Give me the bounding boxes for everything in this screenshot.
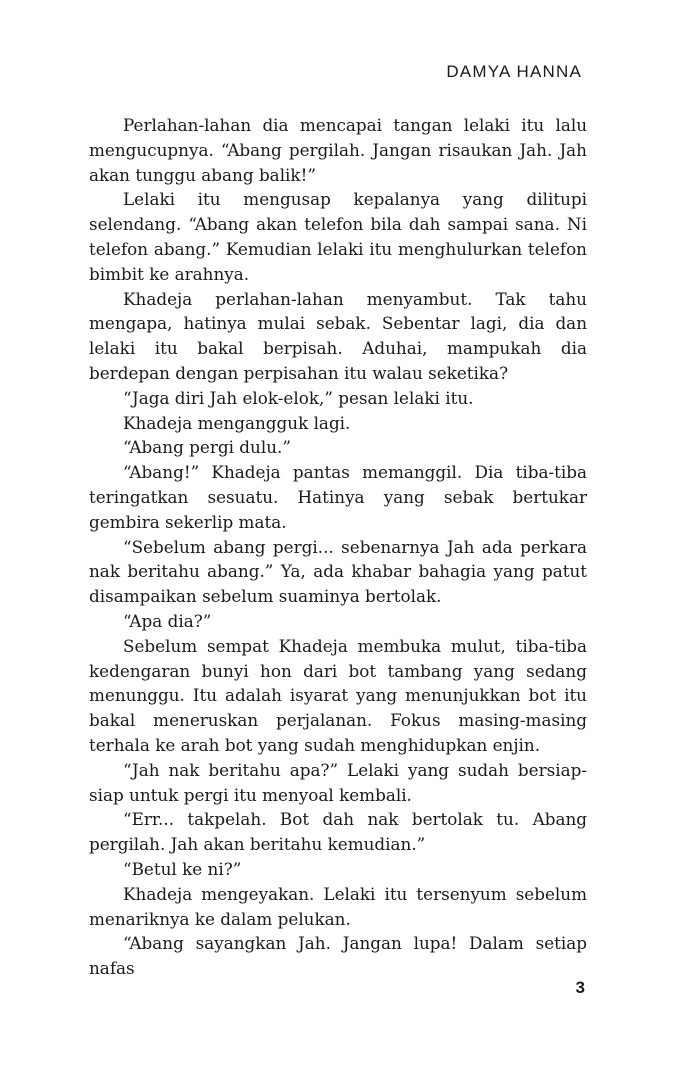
paragraph: “Sebelum abang pergi... sebenarnya Jah ada perkara nak beritahu abang.” Ya, ada khabar bahagia yang patut disampaikan sebelum suaminya bertolak.	[89, 536, 587, 607]
paragraph: “Jah nak beritahu apa?” Lelaki yang sudah bersiap-siap untuk pergi itu menyoal kembali.	[89, 759, 587, 805]
paragraph: Perlahan-lahan dia mencapai tangan lelaki itu lalu mengucupnya. “Abang pergilah. Jangan risaukan Jah. Jah akan tunggu abang balik!”	[89, 115, 587, 185]
paragraph: Sebelum sempat Khadeja membuka mulut, tiba-tiba kedengaran bunyi hon dari bot tambang yang sedang menunggu. Itu adalah isyarat yang menunjukkan bot itu bakal meneruskan perjalanan. Fokus masing-masing terhala ke arah bot yang sudah menghidupkan enjin.	[89, 635, 587, 755]
paragraph: “Jaga diri Jah elok-elok,” pesan lelaki itu.	[123, 387, 474, 408]
paragraph: Khadeja perlahan-lahan menyambut. Tak tahu mengapa, hatinya mulai sebak. Sebentar lagi, dia dan lelaki itu bakal berpisah. Aduhai, mampukah dia berdepan dengan perpisahan itu walau seketika?	[89, 288, 587, 383]
paragraph-continued: “Abang sayangkan Jah. Jangan lupa! Dalam setiap nafas	[89, 933, 587, 979]
paragraph: “Err... takpelah. Bot dah nak bertolak tu. Abang pergilah. Jah akan beritahu kemudian.”	[89, 809, 587, 855]
paragraph: Lelaki itu mengusap kepalanya yang dilitupi selendang. “Abang akan telefon bila dah sampai sana. Ni telefon abang.” Kemudian lelaki itu menghulurkan telefon bimbit ke arahnya.	[89, 189, 587, 284]
body-text	[89, 113, 587, 981]
paragraph: “Abang pergi dulu.”	[123, 437, 291, 458]
paragraph: “Abang!” Khadeja pantas memanggil. Dia tiba-tiba teringatkan sesuatu. Hatinya yang sebak bertukar gembira sekerlip mata.	[89, 462, 587, 532]
paragraph: Khadeja mengeyakan. Lelaki itu tersenyum sebelum menariknya ke dalam pelukan.	[89, 883, 587, 929]
running-header-author: DAMYA HANNA	[446, 62, 582, 81]
page-number: 3	[575, 978, 585, 997]
paragraph: “Betul ke ni?”	[123, 858, 242, 879]
paragraph: “Apa dia?”	[123, 610, 212, 631]
paragraph: Khadeja mengangguk lagi.	[123, 412, 351, 433]
